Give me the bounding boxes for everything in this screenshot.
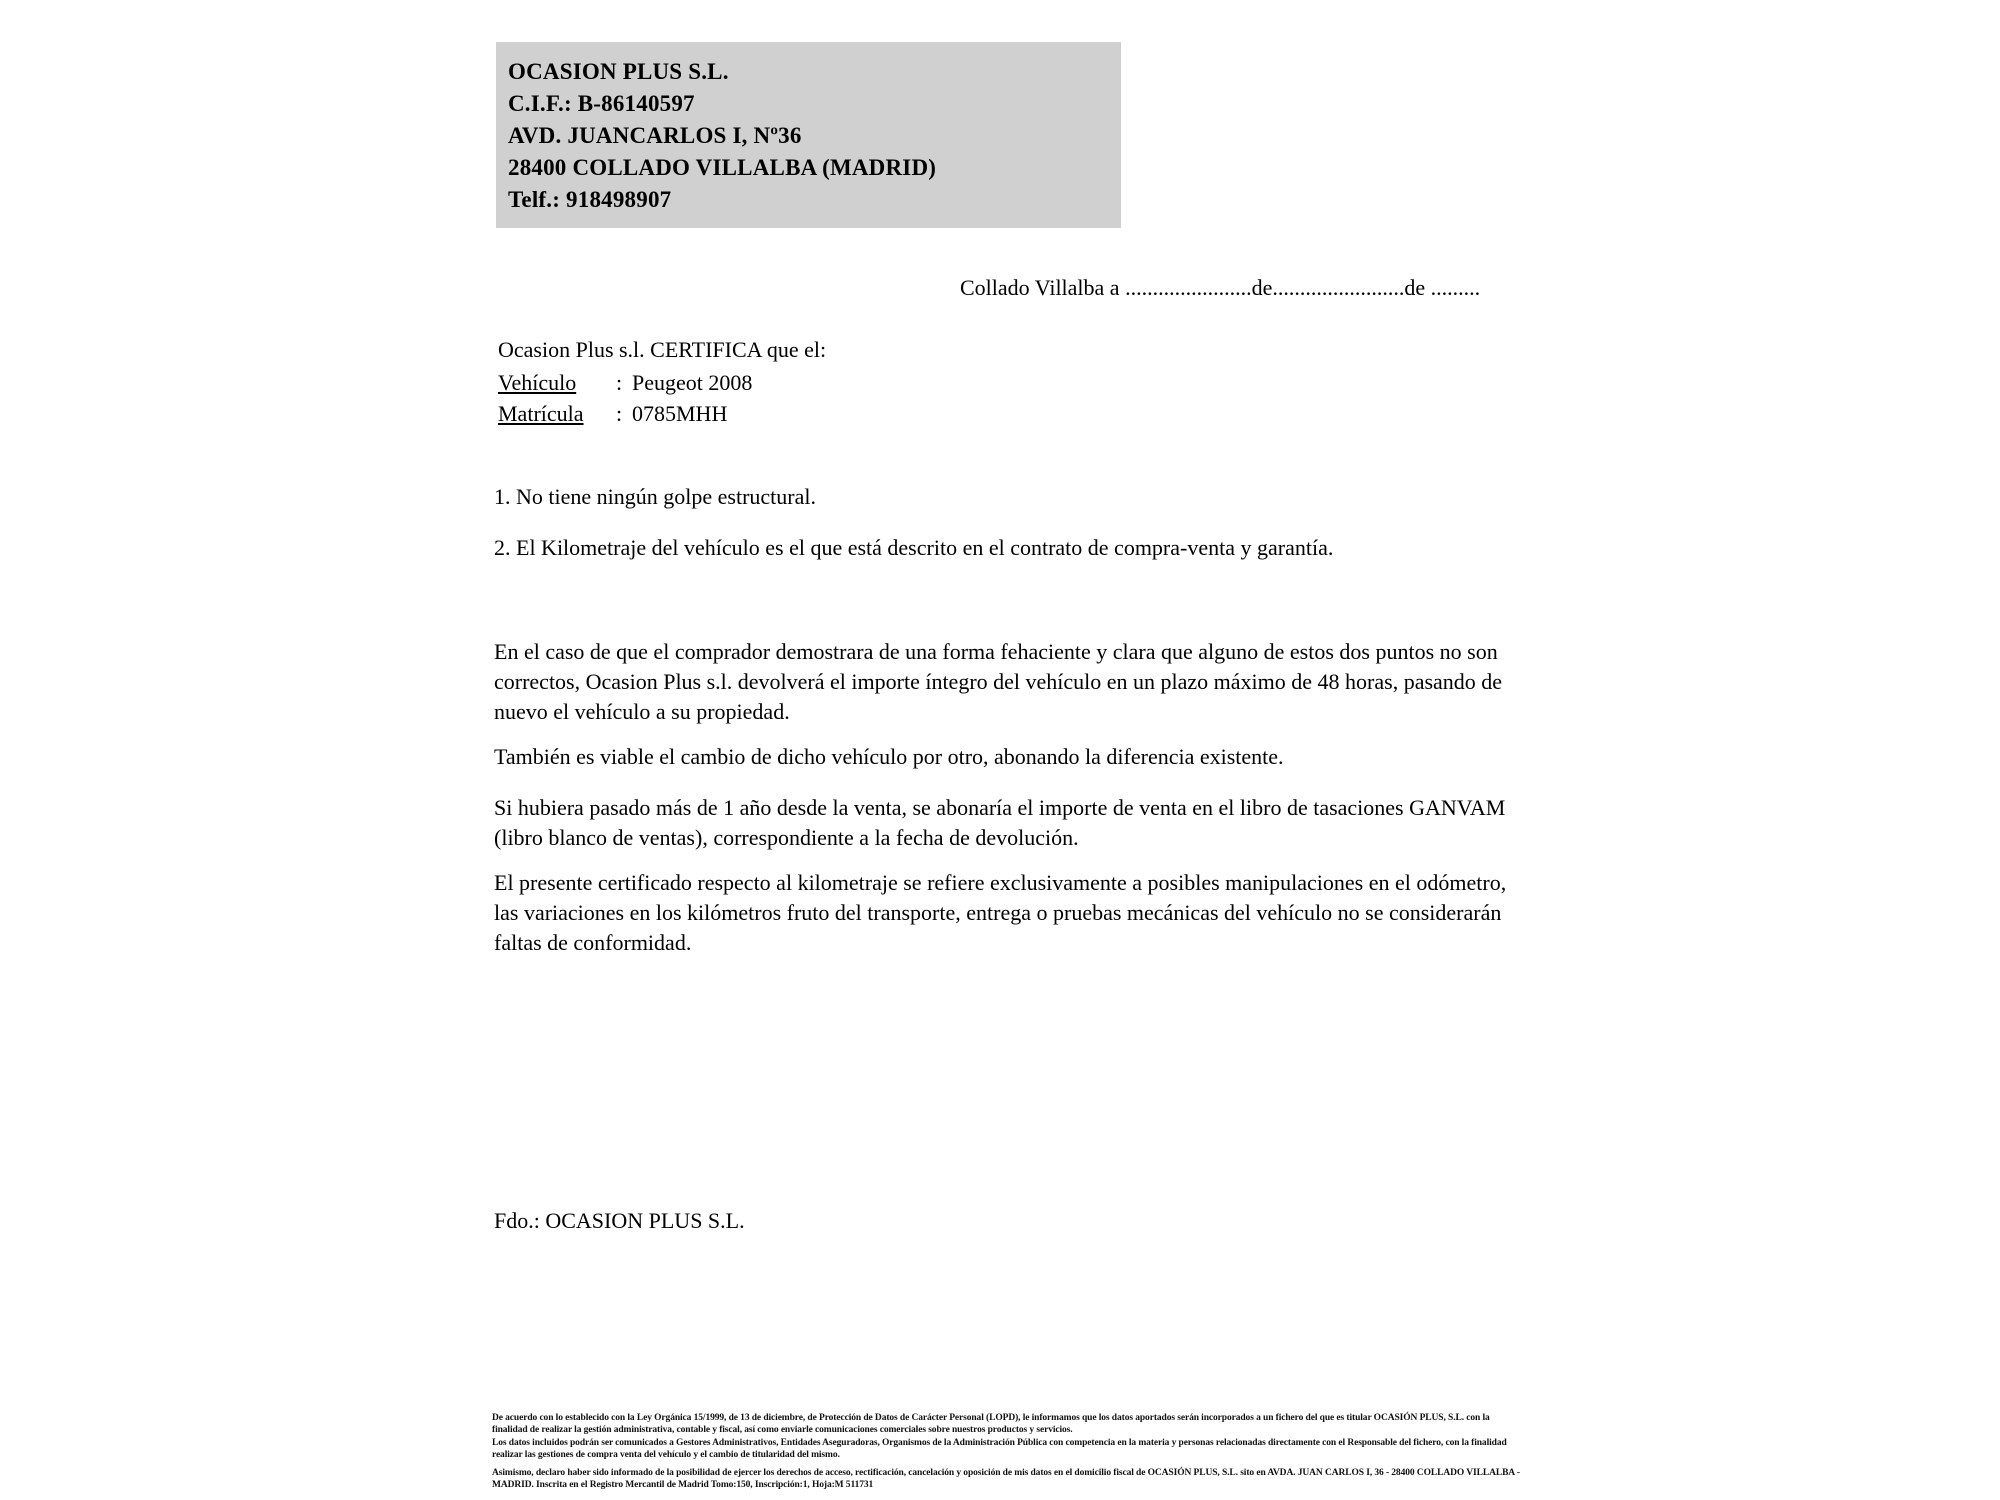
statement-item-2: 2. El Kilometraje del vehículo es el que está descrito en el contrato de compra-venta y garantía. (494, 535, 1334, 560)
date-line: Collado Villalba a .......................de........................de ......... (960, 275, 1481, 300)
body-paragraph-ganvam: Si hubiera pasado más de 1 año desde la venta, se abonaría el importe de venta en el libro de tasaciones GANVAM (libro blanco de ventas), correspondiente a la fecha de devolución. (494, 795, 1506, 850)
plate-field-label: Matrícula (498, 401, 584, 426)
vehicle-field-label: Vehículo (498, 370, 577, 395)
legal-footer (492, 1412, 1522, 1491)
plate-field-separator: : (616, 401, 623, 426)
company-name: OCASION PLUS S.L. (508, 59, 729, 84)
company-letterhead (496, 42, 1121, 228)
vehicle-field-row (498, 370, 752, 396)
company-cif: C.I.F.: B-86140597 (508, 91, 695, 116)
vehicle-field-value: Peugeot 2008 (632, 370, 753, 395)
company-city: 28400 COLLADO VILLALBA (MADRID) (508, 155, 937, 180)
legal-paragraph-3: Asimismo, declaro haber sido informado de la posibilidad de ejercer los derechos de acceso, rectificación, cancelación y oposición de mis datos en el domicilio fiscal de OCASIÓN PLUS, S.L. sito en AVDA. JUAN CARLOS I, 36 - 28400 COLLADO VILLALBA - MADRID. Inscrita en el Registro Mercantil de Madrid Tomo:150, Inscripción:1, Hoja:M 511731 (492, 1467, 1520, 1491)
legal-paragraph-2: Los datos incluidos podrán ser comunicados a Gestores Administrativos, Entidades Aseguradoras, Organismos de la Administración Pública con competencia en la materia y personas relacionadas directamente con el Responsable del fichero, con la finalidad realizar las gestiones de compra venta del vehículo y el cambio de titularidad del mismo. (492, 1437, 1507, 1461)
vehicle-field-separator: : (616, 370, 623, 395)
plate-field-value: 0785MHH (632, 401, 728, 426)
signature-line: Fdo.: OCASION PLUS S.L. (494, 1208, 745, 1233)
statement-item-1: 1. No tiene ningún golpe estructural. (494, 484, 816, 509)
certifica-intro: Ocasion Plus s.l. CERTIFICA que el: (498, 337, 827, 362)
body-paragraph-odometer: El presente certificado respecto al kilometraje se refiere exclusivamente a posibles manipulaciones en el odómetro, las variaciones en los kilómetros fruto del transporte, entrega o pruebas mecánicas del vehículo no se considerarán faltas de conformidad. (494, 870, 1507, 955)
plate-field-row (498, 401, 727, 427)
company-street: AVD. JUANCARLOS I, Nº36 (508, 123, 802, 148)
legal-paragraph-1: De acuerdo con lo establecido con la Ley Orgánica 15/1999, de 13 de diciembre, de Protección de Datos de Carácter Personal (LOPD), le informamos que los datos aportados serán incorporados a un fichero del que es titular OCASIÓN PLUS, S.L. con la finalidad de realizar la gestión administrativa, contable y fiscal, así como enviarle comunicaciones comerciales sobre nuestros productos y servicios. (492, 1413, 1490, 1436)
company-phone: Telf.: 918498907 (508, 187, 672, 212)
body-paragraph-exchange: También es viable el cambio de dicho vehículo por otro, abonando la diferencia existente. (494, 744, 1284, 769)
body-paragraph-refund: En el caso de que el comprador demostrara de una forma fehaciente y clara que alguno de estos dos puntos no son correctos, Ocasion Plus s.l. devolverá el importe íntegro del vehículo en un plazo máximo de 48 horas, pasando de nuevo el vehículo a su propiedad. (494, 639, 1503, 724)
